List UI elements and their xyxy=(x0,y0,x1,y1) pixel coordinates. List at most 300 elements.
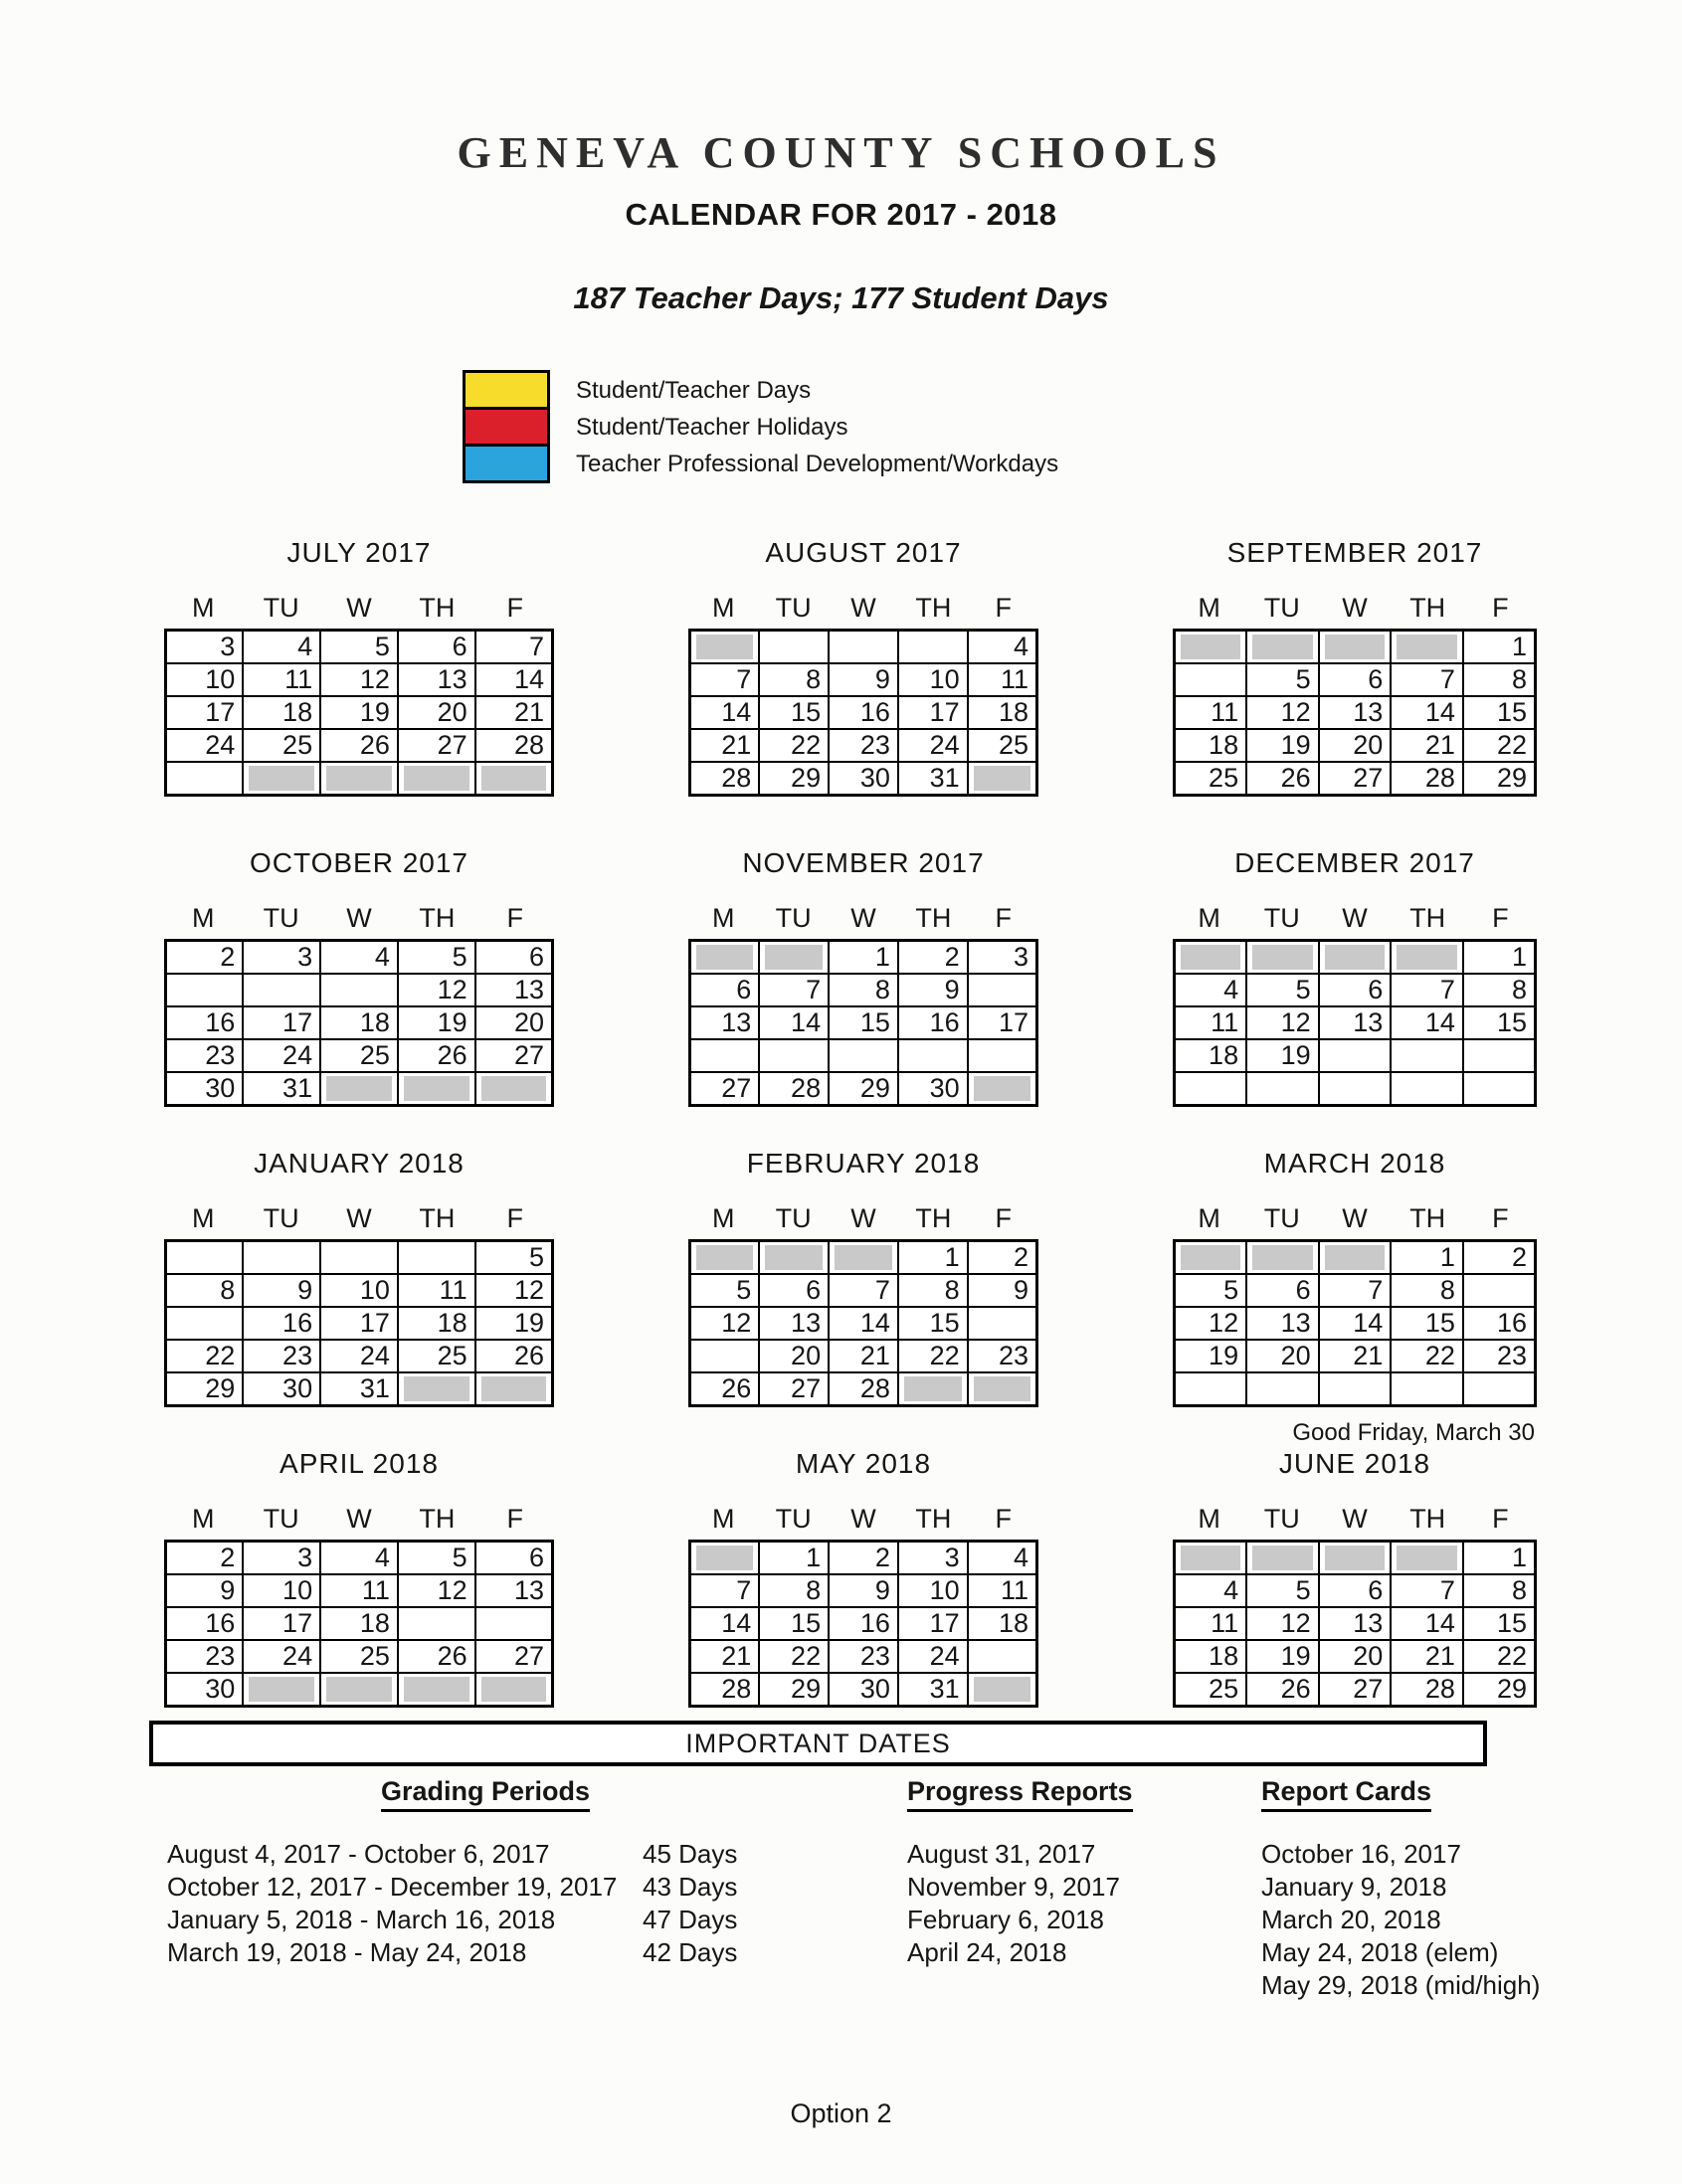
day-cell: 22 xyxy=(829,1039,898,1072)
day-cell: 1 xyxy=(1463,1542,1536,1575)
week-row xyxy=(690,696,1037,729)
day-cell: 12 xyxy=(1246,696,1319,729)
day-cell: 8 xyxy=(166,1274,244,1307)
empty-cell xyxy=(690,1542,760,1575)
week-row xyxy=(166,1542,553,1575)
grading-periods-heading-wrap xyxy=(167,1776,804,1812)
week-row xyxy=(690,1274,1037,1307)
grading-period-range: October 12, 2017 - December 19, 2017 xyxy=(167,1872,618,1902)
day-cell: 26 xyxy=(320,729,398,762)
weekday-label: W xyxy=(1342,1504,1368,1534)
day-cell: 30 xyxy=(243,1372,320,1406)
day-cell: 16 xyxy=(829,1607,898,1640)
week-row xyxy=(690,1072,1037,1106)
day-cell: 21 xyxy=(759,1039,829,1072)
day-cell: 25 xyxy=(320,1039,398,1072)
grading-period-days: 42 Days xyxy=(643,1937,738,1967)
day-cell: 31 xyxy=(166,762,244,796)
empty-cell xyxy=(759,941,829,975)
empty-cell xyxy=(1175,631,1247,664)
yellow-legend-swatch xyxy=(463,370,550,410)
day-cell: 12 xyxy=(398,974,475,1006)
day-cell: 30 xyxy=(898,1072,968,1106)
day-cell: 23 xyxy=(829,1640,898,1673)
day-cell: 11 xyxy=(1175,696,1247,729)
day-cell: 14 xyxy=(475,663,553,696)
empty-cell-fill xyxy=(249,1677,314,1702)
day-cell: 31 xyxy=(320,1372,398,1406)
month-february-2018 xyxy=(688,1148,1038,1448)
progress-reports-heading: Progress Reports xyxy=(907,1776,1133,1812)
day-cell: 26 xyxy=(690,1372,760,1406)
day-cell: 30 xyxy=(166,1072,244,1106)
weekday-label: F xyxy=(1492,593,1509,623)
week-row xyxy=(166,974,553,1006)
weekday-label: M xyxy=(711,1504,735,1534)
week-row xyxy=(166,729,553,762)
day-cell: 9 xyxy=(829,663,898,696)
empty-cell-fill xyxy=(696,1245,753,1270)
day-cell: 6 xyxy=(1246,1274,1319,1307)
day-cell: 4 xyxy=(243,631,320,664)
day-cell: 23 xyxy=(243,1340,320,1372)
day-cell: 12 xyxy=(690,1307,760,1340)
week-row xyxy=(166,1241,553,1275)
calendar-year-title: CALENDAR FOR 2017 - 2018 xyxy=(625,197,1057,232)
weekday-label: TU xyxy=(263,593,299,623)
month-table xyxy=(164,939,554,1107)
weekday-label: TU xyxy=(775,1504,812,1534)
weekday-label: TU xyxy=(263,1203,299,1233)
day-cell: 15 xyxy=(829,1006,898,1039)
month-table xyxy=(164,1239,554,1407)
weekday-header-row xyxy=(1173,593,1537,624)
day-cell: 25 xyxy=(320,1640,398,1673)
day-cell: 23 xyxy=(898,1039,968,1072)
important-dates-section xyxy=(149,1721,1541,2075)
empty-cell xyxy=(398,1673,475,1707)
important-dates-content xyxy=(149,1776,1541,2075)
day-cell: 18 xyxy=(320,1006,398,1039)
empty-cell xyxy=(759,1241,829,1275)
week-row xyxy=(1175,974,1536,1006)
day-cell: 24 xyxy=(243,1640,320,1673)
week-row xyxy=(690,631,1037,664)
week-row xyxy=(690,762,1037,796)
day-cell: 6 xyxy=(1319,663,1392,696)
month-title: JANUARY 2018 xyxy=(254,1148,465,1179)
weekday-label: M xyxy=(191,903,215,933)
empty-cell-fill xyxy=(404,1376,469,1401)
day-cell: 14 xyxy=(829,1307,898,1340)
day-cell: 15 xyxy=(1463,1607,1536,1640)
day-cell: 10 xyxy=(166,663,244,696)
weekday-label: TH xyxy=(915,903,952,933)
day-cell: 4 xyxy=(320,941,398,975)
day-cell: 27 xyxy=(1246,1372,1319,1406)
weekday-label: TH xyxy=(419,593,456,623)
empty-cell xyxy=(968,762,1037,796)
day-cell: 1 xyxy=(166,1241,244,1275)
day-cell: 10 xyxy=(243,974,320,1006)
week-row xyxy=(166,1006,553,1039)
day-cell: 9 xyxy=(968,1274,1037,1307)
day-cell: 19 xyxy=(1175,1340,1247,1372)
empty-cell-fill xyxy=(481,766,546,791)
empty-cell-fill xyxy=(696,635,753,659)
empty-cell xyxy=(243,1673,320,1707)
weekday-label: TU xyxy=(1263,903,1300,933)
empty-cell xyxy=(475,1072,553,1106)
week-row xyxy=(166,1372,553,1406)
empty-cell-fill xyxy=(1325,1546,1386,1570)
weekday-label: M xyxy=(1198,903,1220,933)
day-cell: 6 xyxy=(398,631,475,664)
day-cell: 4 xyxy=(1175,974,1247,1006)
week-row xyxy=(1175,1340,1536,1372)
month-table xyxy=(1173,629,1537,797)
grading-period-days: 43 Days xyxy=(643,1872,738,1902)
day-cell: 22 xyxy=(1463,1640,1536,1673)
empty-cell xyxy=(320,1072,398,1106)
day-cell: 5 xyxy=(690,1274,760,1307)
month-november-2017 xyxy=(688,847,1038,1148)
day-cell: 22 xyxy=(759,729,829,762)
day-cell: 7 xyxy=(690,663,760,696)
day-cell: 20 xyxy=(475,1006,553,1039)
day-cell: 5 xyxy=(398,1542,475,1575)
day-cell: 28 xyxy=(829,1372,898,1406)
empty-cell xyxy=(1319,1241,1392,1275)
day-cell: 21 xyxy=(829,1340,898,1372)
day-cell: 8 xyxy=(759,1574,829,1607)
day-cell: 21 xyxy=(1319,1340,1392,1372)
weekday-header-row xyxy=(164,903,554,934)
grading-period-row xyxy=(167,1904,804,1936)
week-row xyxy=(1175,729,1536,762)
day-cell: 14 xyxy=(1319,1307,1392,1340)
empty-cell-fill xyxy=(974,1376,1030,1401)
day-cell: 18 xyxy=(243,696,320,729)
weekday-label: W xyxy=(346,593,372,623)
week-row xyxy=(166,1072,553,1106)
legend-label: Student/Teacher Days xyxy=(576,376,812,404)
day-cell: 29 xyxy=(1391,1372,1463,1406)
report-cards-column xyxy=(1261,1776,1629,2002)
weekday-label: W xyxy=(850,903,876,933)
day-cell: 24 xyxy=(898,729,968,762)
empty-cell-fill xyxy=(1181,635,1240,659)
day-cell: 28 xyxy=(759,1072,829,1106)
day-cell: 17 xyxy=(898,1607,968,1640)
day-cell: 6 xyxy=(1319,1574,1392,1607)
day-cell: 31 xyxy=(898,762,968,796)
day-cell: 16 xyxy=(1463,1307,1536,1340)
month-title: SEPTEMBER 2017 xyxy=(1226,537,1483,568)
day-cell: 5 xyxy=(1246,974,1319,1006)
week-row xyxy=(166,1039,553,1072)
empty-cell xyxy=(475,1673,553,1707)
weekday-label: W xyxy=(346,903,372,933)
day-cell: 3 xyxy=(968,941,1037,975)
weekday-label: TH xyxy=(915,1504,952,1534)
week-row xyxy=(1175,1307,1536,1340)
legend-label: Teacher Professional Development/Workdays xyxy=(576,450,1059,477)
weekday-label: TU xyxy=(775,1203,812,1233)
day-cell: 8 xyxy=(759,663,829,696)
day-cell: 18 xyxy=(320,1607,398,1640)
empty-cell xyxy=(320,762,398,796)
days-summary: 187 Teacher Days; 177 Student Days xyxy=(573,280,1109,315)
weekday-label: TU xyxy=(263,903,299,933)
day-cell: 3 xyxy=(243,941,320,975)
empty-cell-fill xyxy=(1181,1245,1240,1270)
week-row xyxy=(1175,1372,1536,1406)
weekday-header-row xyxy=(164,1504,554,1535)
day-cell: 14 xyxy=(1391,1006,1463,1039)
empty-cell xyxy=(1391,941,1463,975)
day-cell: 18 xyxy=(1175,1640,1247,1673)
day-cell: 17 xyxy=(166,696,244,729)
weekday-label: TU xyxy=(1263,1203,1300,1233)
red-legend-swatch xyxy=(463,407,550,447)
empty-cell xyxy=(243,762,320,796)
month-april-2018 xyxy=(164,1448,554,1708)
day-cell: 29 xyxy=(166,1372,244,1406)
day-cell: 25 xyxy=(243,729,320,762)
week-row xyxy=(166,1574,553,1607)
grading-period-days: 47 Days xyxy=(643,1905,738,1934)
day-cell: 18 xyxy=(968,1607,1037,1640)
weekday-label: W xyxy=(346,1504,372,1534)
day-cell: 26 xyxy=(1175,1372,1247,1406)
day-cell: 11 xyxy=(1175,1607,1247,1640)
empty-cell-fill xyxy=(765,1245,823,1270)
month-note: Good Friday, March 30 xyxy=(1292,1419,1535,1446)
empty-cell-fill xyxy=(1397,1546,1457,1570)
day-cell: 1 xyxy=(1463,941,1536,975)
day-cell: 3 xyxy=(898,1542,968,1575)
empty-cell-fill xyxy=(1252,1245,1313,1270)
week-row xyxy=(1175,1274,1536,1307)
empty-cell-fill xyxy=(696,945,753,970)
day-cell: 19 xyxy=(1246,729,1319,762)
day-cell: 23 xyxy=(968,1340,1037,1372)
day-cell: 9 xyxy=(166,1574,244,1607)
weekday-label: M xyxy=(191,1504,215,1534)
weekday-label: F xyxy=(995,593,1013,623)
grading-period-range: August 4, 2017 - October 6, 2017 xyxy=(167,1839,550,1869)
day-cell: 28 xyxy=(690,762,760,796)
legend-label: Student/Teacher Holidays xyxy=(576,413,848,441)
week-row xyxy=(166,762,553,796)
weekday-label: TH xyxy=(1409,593,1446,623)
empty-cell-fill xyxy=(1325,945,1386,970)
month-title: DECEMBER 2017 xyxy=(1234,847,1475,878)
day-cell: 20 xyxy=(690,1039,760,1072)
month-title: MARCH 2018 xyxy=(1263,1148,1446,1179)
day-cell: 26 xyxy=(475,1340,553,1372)
empty-cell xyxy=(1319,941,1392,975)
month-table xyxy=(688,1239,1038,1407)
day-cell: 5 xyxy=(320,631,398,664)
day-cell: 2 xyxy=(829,631,898,664)
color-legend xyxy=(463,370,1058,483)
week-row xyxy=(166,663,553,696)
week-row xyxy=(1175,1607,1536,1640)
day-cell: 19 xyxy=(475,1307,553,1340)
day-cell: 9 xyxy=(898,974,968,1006)
report-card-date: May 29, 2018 (mid/high) xyxy=(1261,1970,1541,2000)
day-cell: 26 xyxy=(398,1640,475,1673)
day-cell: 9 xyxy=(166,974,244,1006)
day-cell: 23 xyxy=(166,1039,244,1072)
weekday-label: TH xyxy=(915,593,952,623)
day-cell: 25 xyxy=(1175,762,1247,796)
day-cell: 14 xyxy=(759,1006,829,1039)
report-card-date: May 24, 2018 (elem) xyxy=(1261,1937,1499,1967)
grading-period-range: January 5, 2018 - March 16, 2018 xyxy=(167,1905,556,1934)
weekday-label: TH xyxy=(1409,1504,1446,1534)
week-row xyxy=(166,631,553,664)
empty-cell xyxy=(1246,1542,1319,1575)
weekday-label: W xyxy=(850,1203,876,1233)
day-cell: 29 xyxy=(1463,1072,1536,1106)
day-cell: 16 xyxy=(166,1607,244,1640)
day-cell: 27 xyxy=(475,1039,553,1072)
day-cell: 6 xyxy=(759,1274,829,1307)
empty-cell xyxy=(968,1072,1037,1106)
month-table xyxy=(164,629,554,797)
day-cell: 17 xyxy=(968,1006,1037,1039)
day-cell: 24 xyxy=(166,729,244,762)
day-cell: 1 xyxy=(1463,631,1536,664)
empty-cell xyxy=(398,1072,475,1106)
day-cell: 29 xyxy=(829,1072,898,1106)
day-cell: 1 xyxy=(1391,1241,1463,1275)
week-row xyxy=(1175,1039,1536,1072)
weekday-label: W xyxy=(346,1203,372,1233)
report-cards-list xyxy=(1261,1838,1629,2002)
empty-cell-fill xyxy=(326,1677,392,1702)
legend-item xyxy=(463,407,1058,447)
day-cell: 6 xyxy=(1319,974,1392,1006)
day-cell: 7 xyxy=(1391,1574,1463,1607)
day-cell: 17 xyxy=(320,1307,398,1340)
empty-cell-fill xyxy=(249,766,314,791)
day-cell: 25 xyxy=(398,1340,475,1372)
day-cell: 16 xyxy=(166,1006,244,1039)
month-title: NOVEMBER 2017 xyxy=(742,847,985,878)
day-cell: 28 xyxy=(690,1673,760,1707)
empty-cell-fill xyxy=(1325,1245,1386,1270)
month-june-2018 xyxy=(1173,1448,1537,1708)
day-cell: 29 xyxy=(759,1673,829,1707)
weekday-label: W xyxy=(1342,593,1368,623)
day-cell: 12 xyxy=(1246,1607,1319,1640)
day-cell: 30 xyxy=(829,1673,898,1707)
empty-cell xyxy=(968,1372,1037,1406)
important-dates-title-box xyxy=(149,1721,1487,1766)
empty-cell-fill xyxy=(765,945,823,970)
day-cell: 15 xyxy=(1463,696,1536,729)
month-title: APRIL 2018 xyxy=(280,1448,439,1479)
day-cell: 11 xyxy=(398,1274,475,1307)
empty-cell-fill xyxy=(404,766,469,791)
week-row xyxy=(690,1574,1037,1607)
day-cell: 9 xyxy=(829,1574,898,1607)
day-cell: 1 xyxy=(898,1241,968,1275)
empty-cell-fill xyxy=(974,766,1030,791)
day-cell: 3 xyxy=(898,631,968,664)
day-cell: 22 xyxy=(1391,1340,1463,1372)
day-cell: 6 xyxy=(690,974,760,1006)
day-cell: 14 xyxy=(1391,1607,1463,1640)
day-cell: 30 xyxy=(1463,1372,1536,1406)
empty-cell xyxy=(1391,631,1463,664)
empty-cell-fill xyxy=(1397,945,1457,970)
empty-cell xyxy=(829,1241,898,1275)
day-cell: 12 xyxy=(320,663,398,696)
day-cell: 14 xyxy=(1391,696,1463,729)
week-row xyxy=(690,1241,1037,1275)
week-row xyxy=(1175,762,1536,796)
empty-cell-fill xyxy=(1397,635,1457,659)
week-row xyxy=(166,1673,553,1707)
day-cell: 30 xyxy=(829,762,898,796)
day-cell: 2 xyxy=(166,1542,244,1575)
month-title: AUGUST 2017 xyxy=(765,537,962,568)
weekday-header-row xyxy=(164,1203,554,1234)
day-cell: 3 xyxy=(320,1241,398,1275)
day-cell: 27 xyxy=(1319,1072,1392,1106)
day-cell: 27 xyxy=(1319,762,1392,796)
day-cell: 26 xyxy=(1246,1072,1319,1106)
empty-cell-fill xyxy=(481,1677,546,1702)
progress-report-date: August 31, 2017 xyxy=(907,1839,1096,1869)
day-cell: 29 xyxy=(1463,762,1536,796)
weekday-label: M xyxy=(1198,593,1220,623)
day-cell: 6 xyxy=(475,941,553,975)
week-row xyxy=(166,1340,553,1372)
week-row xyxy=(1175,941,1536,975)
day-cell: 20 xyxy=(1319,1039,1392,1072)
empty-cell xyxy=(1319,1542,1392,1575)
day-cell: 27 xyxy=(690,1072,760,1106)
day-cell: 18 xyxy=(398,1307,475,1340)
weekday-label: W xyxy=(1342,903,1368,933)
day-cell: 2 xyxy=(1463,1241,1536,1275)
weekday-label: M xyxy=(191,1203,215,1233)
day-cell: 4 xyxy=(968,631,1037,664)
weekday-label: TU xyxy=(775,903,812,933)
empty-cell xyxy=(898,1372,968,1406)
day-cell: 27 xyxy=(475,1640,553,1673)
day-cell: 11 xyxy=(968,663,1037,696)
weekday-header-row xyxy=(164,593,554,624)
day-cell: 25 xyxy=(968,1640,1037,1673)
week-row xyxy=(166,1607,553,1640)
month-title: OCTOBER 2017 xyxy=(249,847,469,878)
empty-cell xyxy=(1175,941,1247,975)
empty-cell-fill xyxy=(974,1076,1030,1101)
empty-cell-fill xyxy=(904,1376,962,1401)
week-row xyxy=(690,941,1037,975)
month-august-2017 xyxy=(688,537,1038,847)
day-cell: 16 xyxy=(829,696,898,729)
day-cell: 20 xyxy=(1319,1640,1392,1673)
week-row xyxy=(166,941,553,975)
